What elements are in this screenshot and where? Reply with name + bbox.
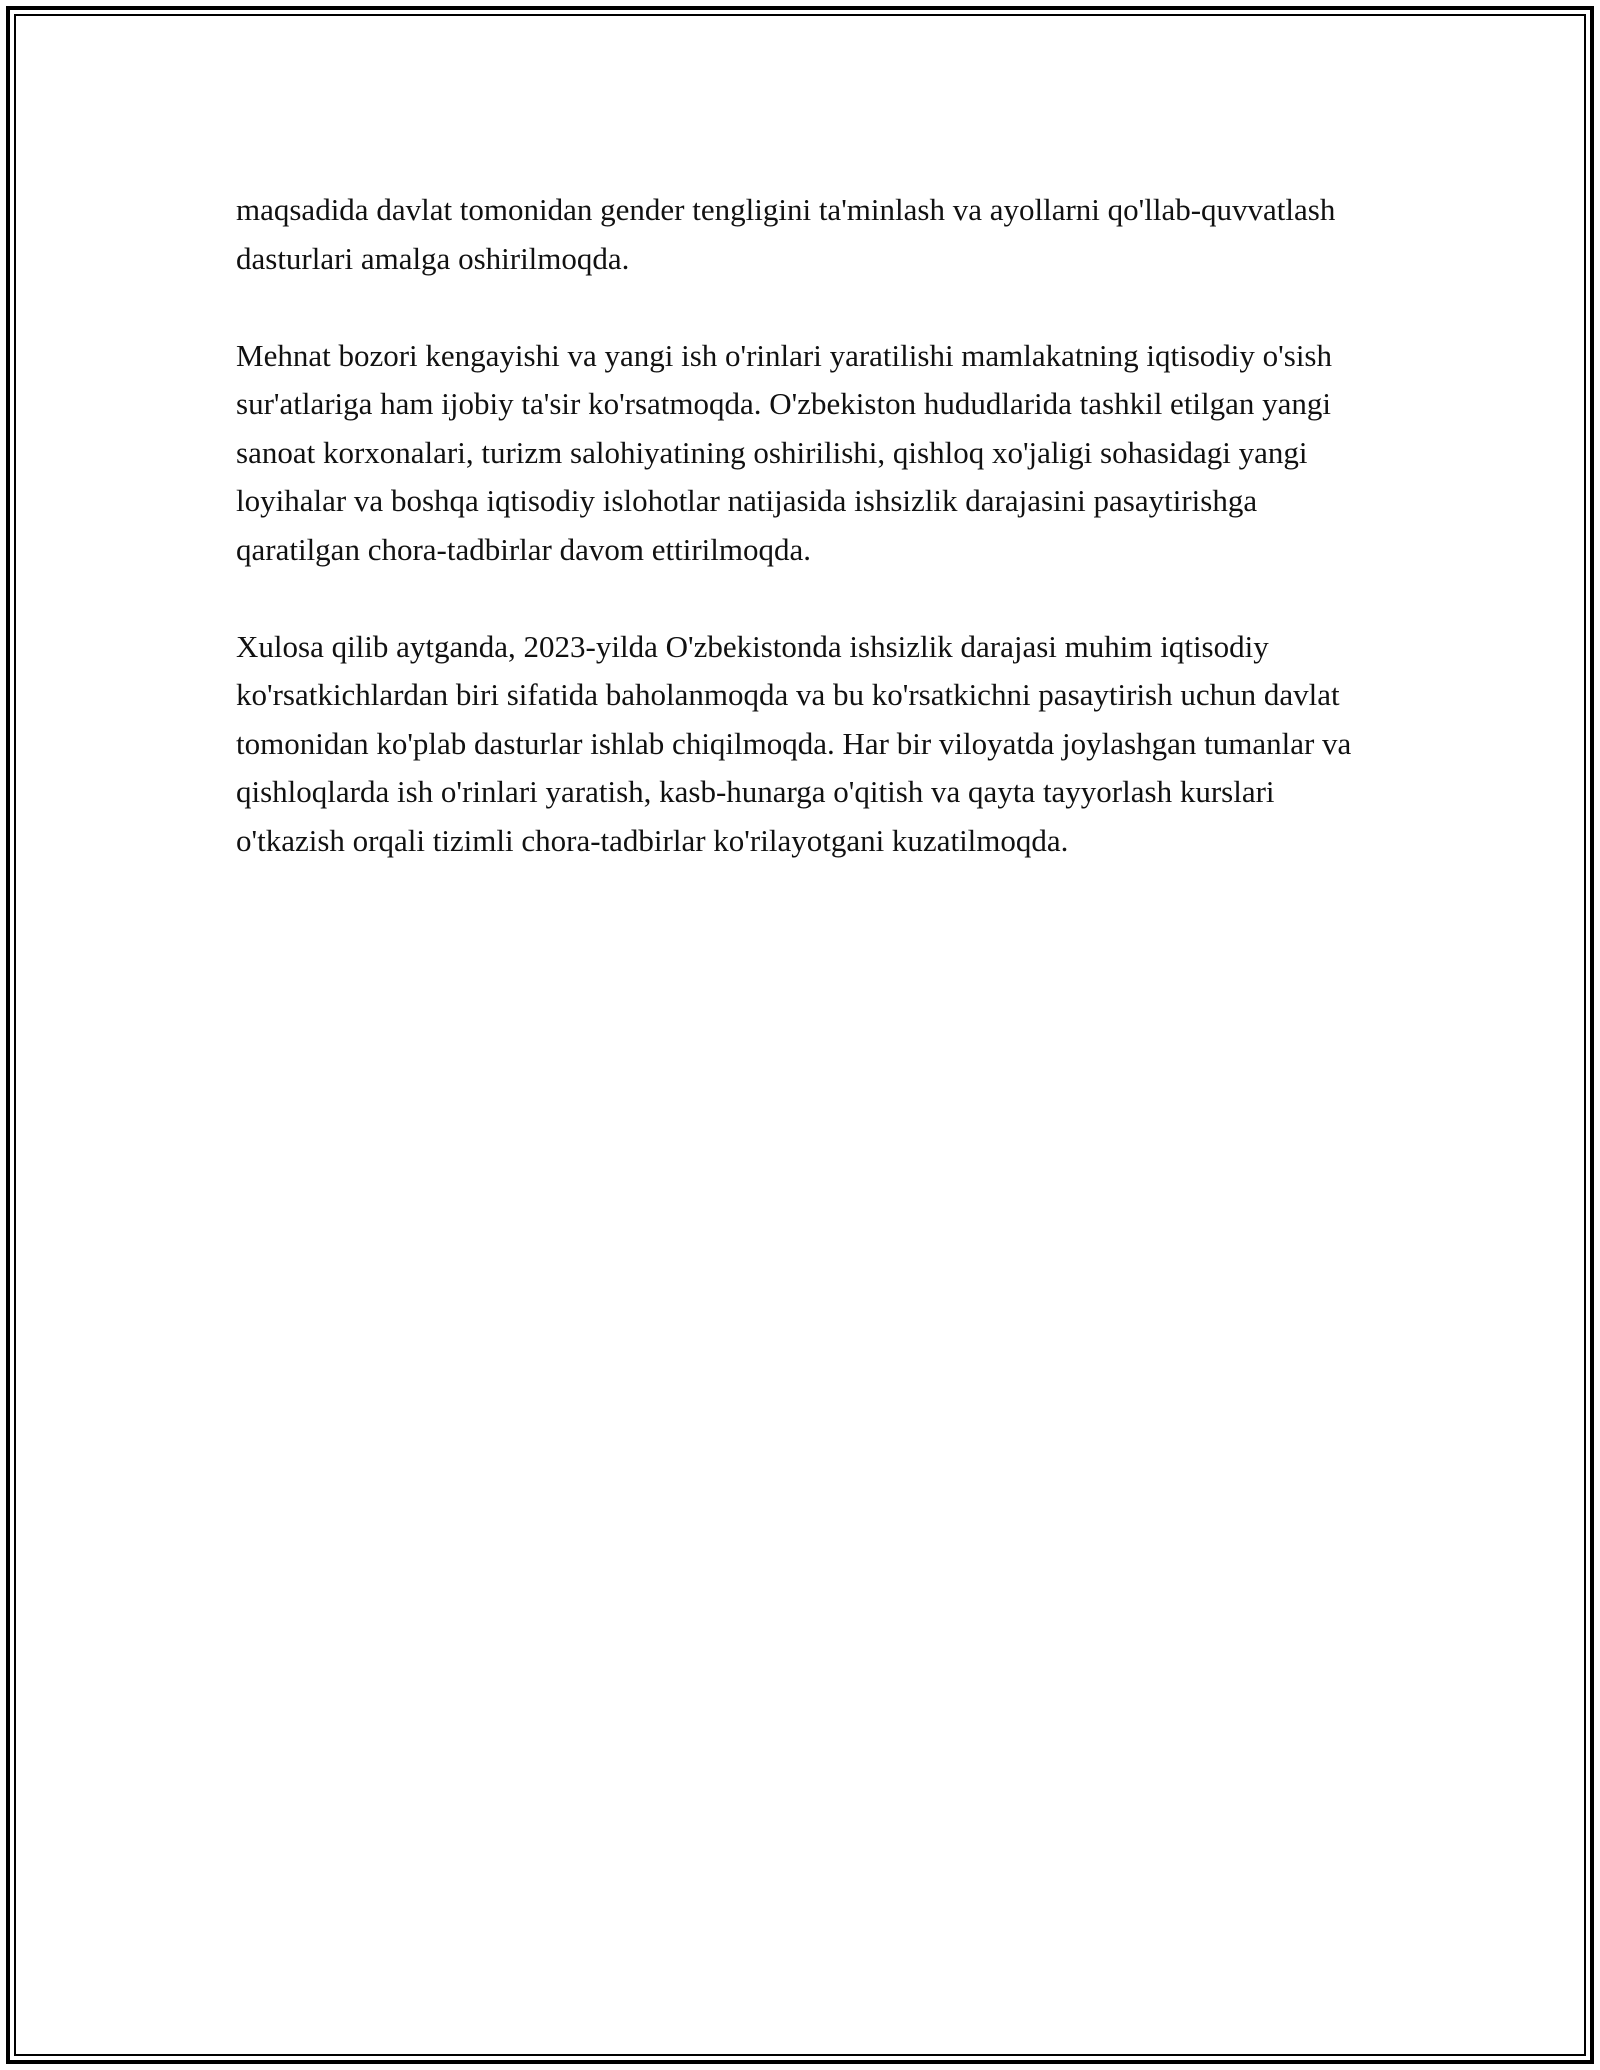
paragraph-3: Xulosa qilib aytganda, 2023-yilda O'zbekistonda ishsizlik darajasi muhim iqtisodiy ko'rsatkichlardan biri sifatida baholanmoqda va bu ko'rsatkichni pasaytirish uchun davlat tomonidan ko'plab dasturlar ishlab chiqilmoqda. Har bir viloyatda joylashgan tumanlar va qishloqlarda ish o'rinlari yaratish, kasb-hunarga o'qitish va qayta tayyorlash kurslari o'tkazish orqali tizimli chora-tadbirlar ko'rilayotgani kuzatilmoqda. [236, 628, 1352, 858]
paragraph-1: maqsadida davlat tomonidan gender tengligini ta'minlash va ayollarni qo'llab-quvvatlash dasturlari amalga oshirilmoqda. [236, 192, 1336, 276]
paragraph-2: Mehnat bozori kengayishi va yangi ish o'rinlari yaratilishi mamlakatning iqtisodiy o'sish sur'atlariga ham ijobiy ta'sir ko'rsatmoqda. O'zbekiston hududlarida tashkil etilgan yangi sanoat korxonalari, turizm salohiyatining oshirilishi, qishloq xo'jaligi sohasidagi yangi loyihalar va boshqa iqtisodiy islohotlar natijasida ishsizlik darajasini pasaytirishga qaratilgan chora-tadbirlar davom ettirilmoqda. [236, 337, 1332, 567]
document-body [236, 186, 1376, 865]
